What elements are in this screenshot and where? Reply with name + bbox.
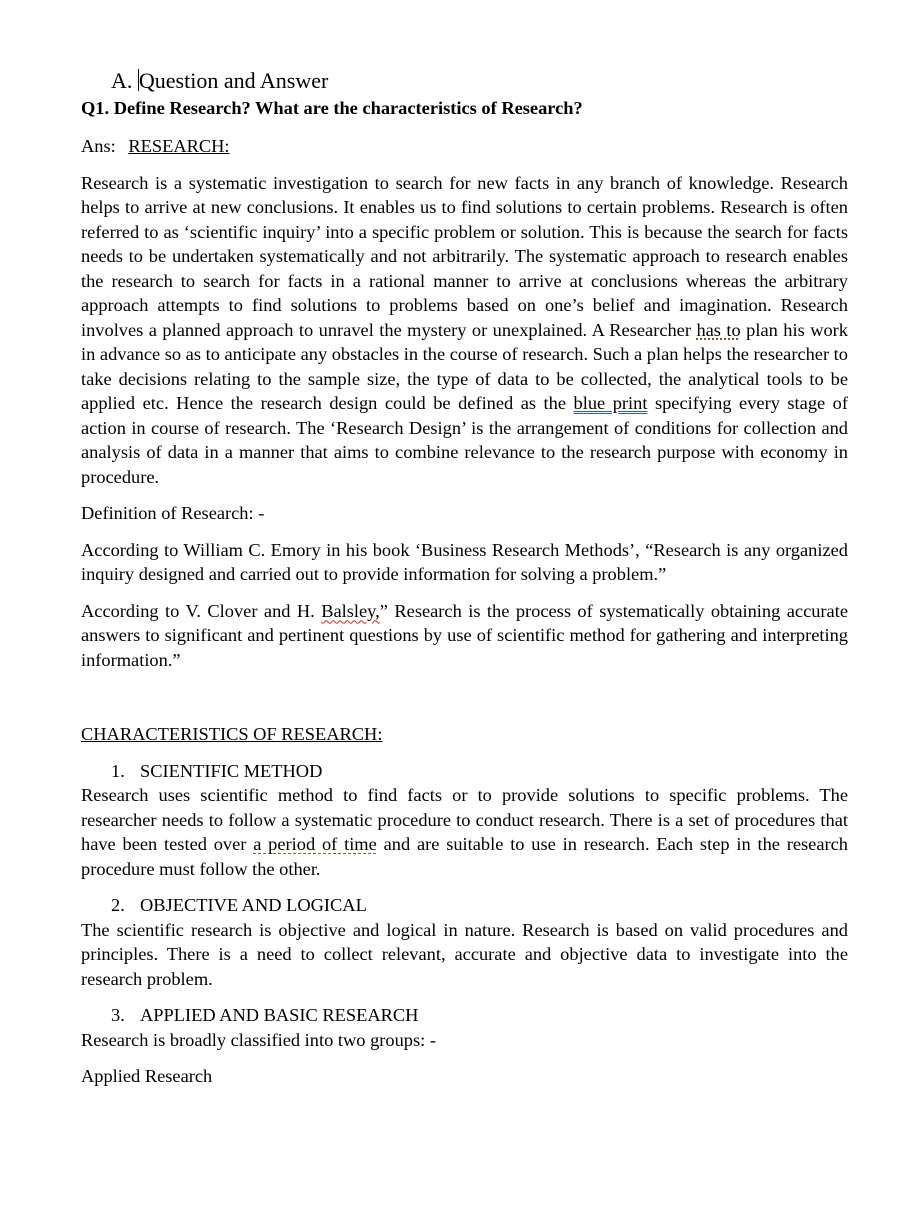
list-item-heading [81,893,848,918]
clover-text-1: According to V. Clover and H. [81,600,322,621]
spelling-flag-balsley[interactable]: Balsley, [321,600,380,621]
list-item-number: 1. [111,760,125,781]
answer-title: RESEARCH: [128,136,230,156]
answer-line [81,134,848,159]
answer-label: Ans: [81,136,116,156]
clover-text-2: ” Research is the process of systematically obtaining accurate answers to significant and pertinent questions by use of scientific method for gathering and interpreting information.” [81,600,848,670]
list-item-body: Research is broadly classified into two groups: - [81,1029,436,1050]
grammar-flag-blue-print[interactable]: blue print [573,393,648,413]
emory-paragraph: According to William C. Emory in his book ‘Business Research Methods’, “Research is any organized inquiry designed and carried out to provide information for solving a problem.” [81,539,848,584]
item1-text-1: Research uses scientific method to find facts or to provide solutions to specific problems. The researcher needs to follow a systematic procedure to conduct research. There is a set of procedures that have been tested over [81,785,848,854]
list-item-title: SCIENTIFIC METHOD [140,760,323,781]
research-paragraph [81,171,848,490]
applied-research-heading: Applied Research [81,1066,213,1086]
list-item-number: 3. [111,1005,125,1025]
blank-line [81,684,848,722]
list-item-heading [81,759,848,784]
characteristics-title: CHARACTERISTICS OF RESEARCH: [81,724,383,744]
item1-text-2: and are suitable to use in research. Each step in the research procedure must follow the other. [81,834,848,879]
list-item-heading [81,1003,848,1028]
list-item-title: APPLIED AND BASIC RESEARCH [140,1005,419,1025]
document-page[interactable] [81,66,848,1101]
clover-paragraph [81,599,848,673]
grammar-flag-period-of-time[interactable]: a period of time [253,834,377,854]
section-heading-title: Question and Answer [138,68,329,93]
list-item-body: The scientific research is objective and logical in nature. Research is based on valid procedures and principles. There is a need to collect relevant, accurate and objective data to investigate into the research problem. [81,919,848,989]
research-text-2: plan his work in advance so as to anticipate any obstacles in the course of research. Such a plan helps the researcher to take decisions relating to the sample size, the type of data to be collected, the analytical tools to be applied etc. Hence the research design could be defined as the [81,319,848,413]
list-item-title: OBJECTIVE AND LOGICAL [140,895,367,915]
grammar-flag-has-to[interactable]: has to [696,319,741,340]
list-item-body [81,783,848,881]
research-text-1: Research is a systematic investigation to search for new facts in any branch of knowledge. Research helps to arrive at new conclusions. It enables us to find solutions to certain problems. Research is often referred to as ‘scientific inquiry’ into a specific problem or solution. This is because the search for facts needs to be undertaken systematically and not arbitrarily. The systematic approach to research enables the research to search for facts in a rational manner to arrive at conclusions whereas the arbitrary approach attempts to find solutions to problems based on one’s belief and imagination. Research involves a planned approach to unravel the mystery or unexplained. A Researcher [81,172,848,340]
section-heading [111,66,848,96]
question-heading: Q1. Define Research? What are the characteristics of Research? [81,98,583,118]
definition-heading: Definition of Research: - [81,503,265,523]
section-heading-prefix: A. [111,68,133,93]
list-item-number: 2. [111,895,125,915]
research-text-3: specifying every stage of action in course of research. The ‘Research Design’ is the arrangement of conditions for collection and analysis of data in a manner that aims to combine relevance to the research purpose with economy in procedure. [81,393,848,487]
